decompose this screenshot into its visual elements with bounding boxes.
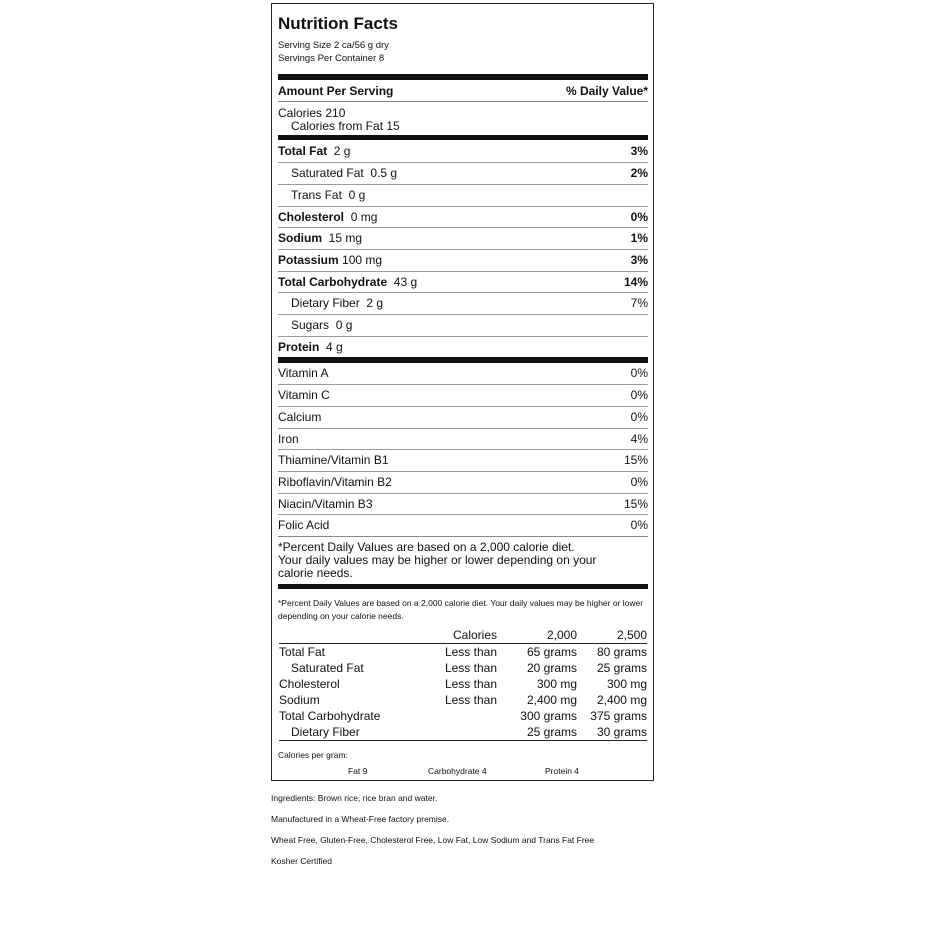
calories-from-fat: Calories from Fat 15 [291,119,400,133]
nutrition-facts-label [271,3,654,781]
vitamin-row: Vitamin A 0% [278,366,648,380]
daily-value-reference-table [279,627,647,741]
medium-divider [278,584,648,589]
nutrient-row-total-carbohydrate: Total Carbohydrate 43 g 14% [278,271,648,293]
reference-row: Total Fat Less than 65 grams 80 grams [279,645,647,659]
daily-value-header: % Daily Value* [565,84,648,98]
nutrient-row-cholesterol: Cholesterol 0 mg 0% [278,206,648,228]
nutrient-row-potassium: Potassium 100 mg 3% [278,249,648,271]
vitamin-row: Folic Acid 0% [278,514,648,536]
divider [278,536,648,537]
vitamin-row: Thiamine/Vitamin B1 15% [278,449,648,471]
reference-row: Cholesterol Less than 300 mg 300 mg [279,677,647,691]
calories-per-gram: Calories per gram: [278,750,348,760]
ingredients-text: Ingredients: Brown rice, rice bran and water. [271,793,438,803]
calories: Calories 210 [278,106,346,120]
cpg-protein: Protein 4 [545,766,580,776]
nutrient-row-trans-fat: Trans Fat 0 g [278,184,648,206]
thick-divider [278,74,648,80]
cpg-fat: Fat 9 [348,766,368,776]
footnote-small: *Percent Daily Values are based on a 2,000 calorie diet. Your daily values may be higher or lower depending on your calorie needs. [278,598,644,621]
claims-text: Wheat Free, Gluten-Free, Cholesterol Free, Low Fat, Low Sodium and Trans Fat Free [271,835,595,845]
nutrient-row-total-fat: Total Fat 2 g 3% [278,144,648,158]
reference-row: Dietary Fiber 25 grams 30 grams [279,724,647,741]
manufactured-text: Manufactured in a Wheat-Free factory premise. [271,814,450,824]
certification-text: Kosher Certified [271,856,332,866]
medium-divider [278,135,648,140]
nutrient-row-dietary-fiber: Dietary Fiber 2 g 7% [278,292,648,314]
reference-row: Saturated Fat Less than 20 grams 25 grams [291,661,647,675]
nutrient-row-sugars: Sugars 0 g [278,314,648,336]
nutrient-row-sodium: Sodium 15 mg 1% [278,227,648,249]
vitamin-row: Riboflavin/Vitamin B2 0% [278,471,648,493]
amount-per-serving: Amount Per Serving [278,84,394,98]
vitamin-row: Iron 4% [278,428,648,450]
reference-row: Sodium Less than 2,400 mg 2,400 mg [279,693,647,707]
vitamin-row: Vitamin C 0% [278,384,648,406]
divider [278,101,648,102]
serving-size: Serving Size 2 ca/56 g dry [278,40,389,51]
footnote-large: *Percent Daily Values are based on a 2,000 calorie diet. Your daily values may be higher or lower depending on your calorie needs. [278,540,597,580]
amount-per-serving-row [278,84,648,98]
nutrient-row-protein: Protein 4 g [278,336,648,358]
vitamin-row: Calcium 0% [278,406,648,428]
label-title: Nutrition Facts [278,14,398,33]
nutrient-row-saturated-fat: Saturated Fat 0.5 g 2% [278,162,648,184]
vitamin-row: Niacin/Vitamin B3 15% [278,493,648,515]
reference-row: Total Carbohydrate 300 grams 375 grams [279,709,647,723]
reference-header-row: Calories 2,000 2,500 [279,627,647,644]
servings-per-container: Servings Per Container 8 [278,53,385,64]
cpg-carbohydrate: Carbohydrate 4 [428,766,487,776]
